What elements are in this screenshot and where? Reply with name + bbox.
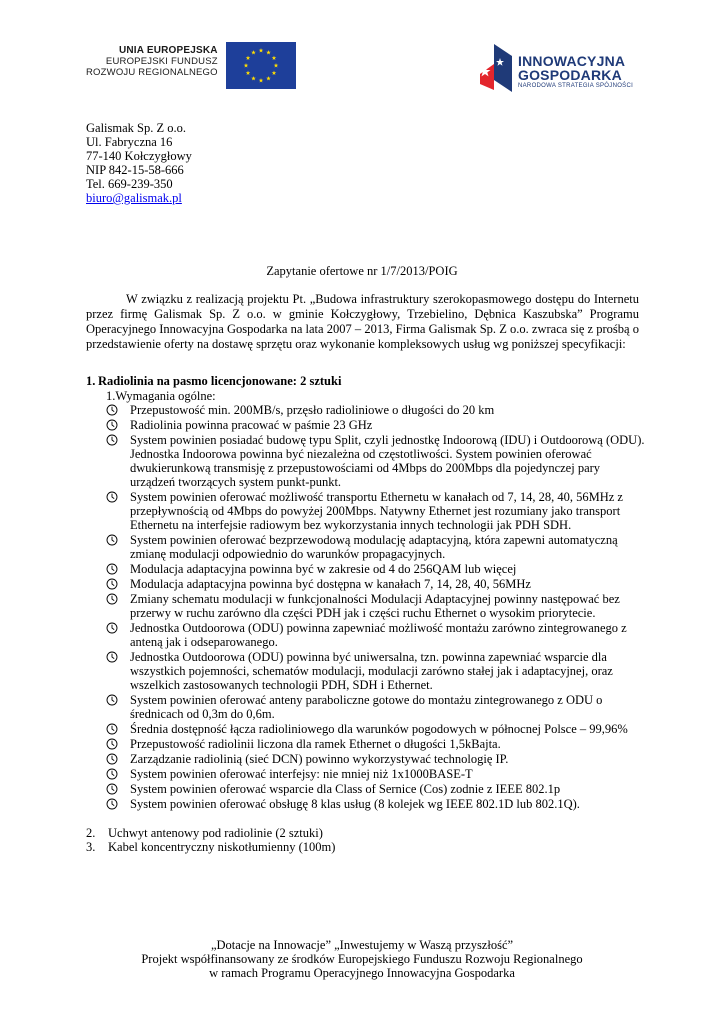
clock-bullet-icon bbox=[106, 534, 118, 546]
requirement-item bbox=[106, 621, 646, 649]
page-footer bbox=[0, 938, 724, 980]
eu-line2: EUROPEJSKI FUNDUSZ bbox=[105, 56, 218, 67]
address-nip: NIP 842-15-58-666 bbox=[86, 163, 184, 177]
footer-programme: w ramach Programu Operacyjnego Innowacyjna Gospodarka bbox=[209, 966, 515, 980]
requirement-item bbox=[106, 418, 646, 432]
clock-bullet-icon bbox=[106, 593, 118, 605]
ig-line3: NARODOWA STRATEGIA SPÓJNOŚCI bbox=[518, 83, 634, 89]
clock-bullet-icon bbox=[106, 434, 118, 446]
requirement-item bbox=[106, 592, 646, 620]
requirement-item bbox=[106, 737, 646, 751]
clock-bullet-icon bbox=[106, 622, 118, 634]
section-number: 1. bbox=[86, 374, 96, 388]
requirement-text: Zmiany schematu modulacji w funkcjonalności Modulacji Adaptacyjnej powinny następować bez przerwy w ruchu zarówno dla części PDH jak i części ruchu Ethernet o wysokim priorytecie. bbox=[130, 592, 620, 620]
requirement-item bbox=[106, 577, 646, 591]
additional-items-list bbox=[86, 826, 335, 854]
requirement-item bbox=[106, 752, 646, 766]
requirement-text: System powinien oferować możliwość transportu Ethernetu w kanałach od 7, 14, 28, 40, 56MHz z przepływnością od 4Mbps do powyżej 200Mbps. Natywny Ethernet jest rozumiany jako transport Ethernetu na interfejsie radiowym bez wykorzystania innych technologii jak PDH SDH. bbox=[130, 490, 623, 532]
requirement-text: System powinien posiadać budowę typu Split, czyli jednostkę Indoorową (IDU) i Outdoorową (ODU). Jednostka Indoorowa powinna być niezależna od częstotliwości. System powinien oferować dwukierunkową transmisję z przepustowościami od 4Mbps do 200Mbps dla pojedynczej pary urządzeń tworzących system punkt-punkt. bbox=[130, 433, 645, 489]
ig-logo-text bbox=[518, 44, 633, 91]
requirements-list bbox=[106, 403, 646, 812]
footer-cofinancing: Projekt współfinansowany ze środków Europejskiego Funduszu Rozwoju Regionalnego bbox=[141, 952, 583, 966]
section-title: Radiolinia na pasmo licencjonowane: 2 sztuki bbox=[98, 374, 342, 388]
requirement-text: System powinien oferować interfejsy: nie mniej niż 1x1000BASE-T bbox=[130, 767, 473, 781]
clock-bullet-icon bbox=[106, 783, 118, 795]
innowacyjna-gospodarka-logo bbox=[476, 44, 633, 92]
eu-logo bbox=[86, 42, 296, 89]
clock-bullet-icon bbox=[106, 404, 118, 416]
address-city: 77-140 Kołczygłowy bbox=[86, 149, 192, 163]
clock-bullet-icon bbox=[106, 578, 118, 590]
clock-bullet-icon bbox=[106, 651, 118, 663]
item-number: 3. bbox=[86, 840, 96, 854]
eu-flag-icon bbox=[226, 42, 296, 89]
requirement-text: Modulacja adaptacyjna powinna być dostępna w kanałach 7, 14, 28, 40, 56MHz bbox=[130, 577, 531, 591]
requirement-text: Modulacja adaptacyjna powinna być w zakresie od 4 do 256QAM lub więcej bbox=[130, 562, 517, 576]
requirement-text: System powinien oferować obsługę 8 klas usług (8 kolejek wg IEEE 802.1D lub 802.1Q). bbox=[130, 797, 580, 811]
requirement-text: Przepustowość min. 200MB/s, przęsło radioliniowe o długości do 20 km bbox=[130, 403, 495, 417]
requirement-item bbox=[106, 797, 646, 811]
requirement-text: Zarządzanie radiolinią (sieć DCN) powinno wykorzystywać technologię IP. bbox=[130, 752, 509, 766]
intro-paragraph: W związku z realizacją projektu Pt. „Budowa infrastruktury szerokopasmowego dostępu do Internetu przez firmę Galismak Sp. Z o.o. w gminie Kołczygłowy, Trzebielino, Dębnica Kaszubska” Programu Operacyjnego Innowacyjna Gospodarka na lata 2007 – 2013, Firma Galismak Sp. Z o.o. zwraca się z prośbą o przedstawienie oferty na dostawę sprzętu oraz wykonanie kompleksowych usług wg poniższej specyfikacji: bbox=[86, 292, 639, 351]
footer-slogan: „Dotacje na Innowacje” „Inwestujemy w Waszą przyszłość” bbox=[210, 938, 514, 952]
clock-bullet-icon bbox=[106, 738, 118, 750]
requirement-text: Radiolinia powinna pracować w paśmie 23 GHz bbox=[130, 418, 373, 432]
eu-logo-text bbox=[86, 45, 218, 78]
requirement-text: Jednostka Outdoorowa (ODU) powinna być uniwersalna, tzn. powinna zapewniać wsparcie dla wszystkich pojemności, schematów modulacji, modulacji zarówno stałej jak i adaptacyjnej, oraz wszelkich zastosowanych technologii PDH, SDH i Ethernet. bbox=[130, 650, 613, 692]
requirement-item bbox=[106, 722, 646, 736]
clock-bullet-icon bbox=[106, 798, 118, 810]
requirement-text: System powinien oferować anteny paraboliczne gotowe do montażu zintegrowanego z ODU o średnicach od 0,3m do 0,6m. bbox=[130, 693, 603, 721]
requirement-text: System powinien oferować wsparcie dla Class of Sernice (Cos) zodnie z IEEE 802.1p bbox=[130, 782, 561, 796]
requirement-item bbox=[106, 782, 646, 796]
document-title: Zapytanie ofertowe nr 1/7/2013/POIG bbox=[266, 264, 458, 278]
requirement-text: Średnia dostępność łącza radioliniowego dla warunków pogodowych w północnej Polsce – 99,96% bbox=[130, 722, 628, 736]
requirement-item bbox=[106, 490, 646, 532]
eu-line1: UNIA EUROPEJSKA bbox=[118, 45, 218, 56]
requirement-item bbox=[106, 533, 646, 561]
clock-bullet-icon bbox=[106, 491, 118, 503]
clock-bullet-icon bbox=[106, 563, 118, 575]
requirement-text: System powinien oferować bezprzewodową modulację adaptacyjną, która zapewni automatyczną zmianę modulacji odpowiednio do warunków propagacyjnych. bbox=[130, 533, 618, 561]
requirements-heading: 1.Wymagania ogólne: bbox=[106, 389, 216, 403]
ig-line1: INNOWACYJNA bbox=[518, 53, 626, 69]
clock-bullet-icon bbox=[106, 694, 118, 706]
requirement-item bbox=[106, 693, 646, 721]
clock-bullet-icon bbox=[106, 768, 118, 780]
requirement-item bbox=[106, 767, 646, 781]
email-link[interactable]: biuro@galismak.pl bbox=[86, 191, 182, 205]
clock-bullet-icon bbox=[106, 753, 118, 765]
address-company: Galismak Sp. Z o.o. bbox=[86, 121, 186, 135]
numbered-item bbox=[86, 826, 335, 840]
requirement-item bbox=[106, 650, 646, 692]
item-number: 2. bbox=[86, 826, 96, 840]
clock-bullet-icon bbox=[106, 723, 118, 735]
sender-address bbox=[86, 121, 192, 205]
requirement-text: Jednostka Outdoorowa (ODU) powinna zapewniać możliwość montażu zarówno zintegrowanego z anteną jak i odseparowanego. bbox=[130, 621, 627, 649]
section-heading bbox=[86, 374, 341, 389]
clock-bullet-icon bbox=[106, 419, 118, 431]
ig-flag-mark-icon bbox=[476, 44, 512, 92]
requirement-item bbox=[106, 403, 646, 417]
item-text: Uchwyt antenowy pod radiolinie (2 sztuki) bbox=[108, 826, 323, 840]
requirement-item bbox=[106, 433, 646, 489]
requirement-text: Przepustowość radiolinii liczona dla ramek Ethernet o długości 1,5kBajta. bbox=[130, 737, 501, 751]
address-tel: Tel. 669-239-350 bbox=[86, 177, 173, 191]
numbered-item bbox=[86, 840, 335, 854]
ig-line2: GOSPODARKA bbox=[518, 67, 622, 83]
item-text: Kabel koncentryczny niskotłumienny (100m) bbox=[108, 840, 336, 854]
eu-line3: ROZWOJU REGIONALNEGO bbox=[86, 67, 218, 78]
address-street: Ul. Fabryczna 16 bbox=[86, 135, 173, 149]
requirement-item bbox=[106, 562, 646, 576]
